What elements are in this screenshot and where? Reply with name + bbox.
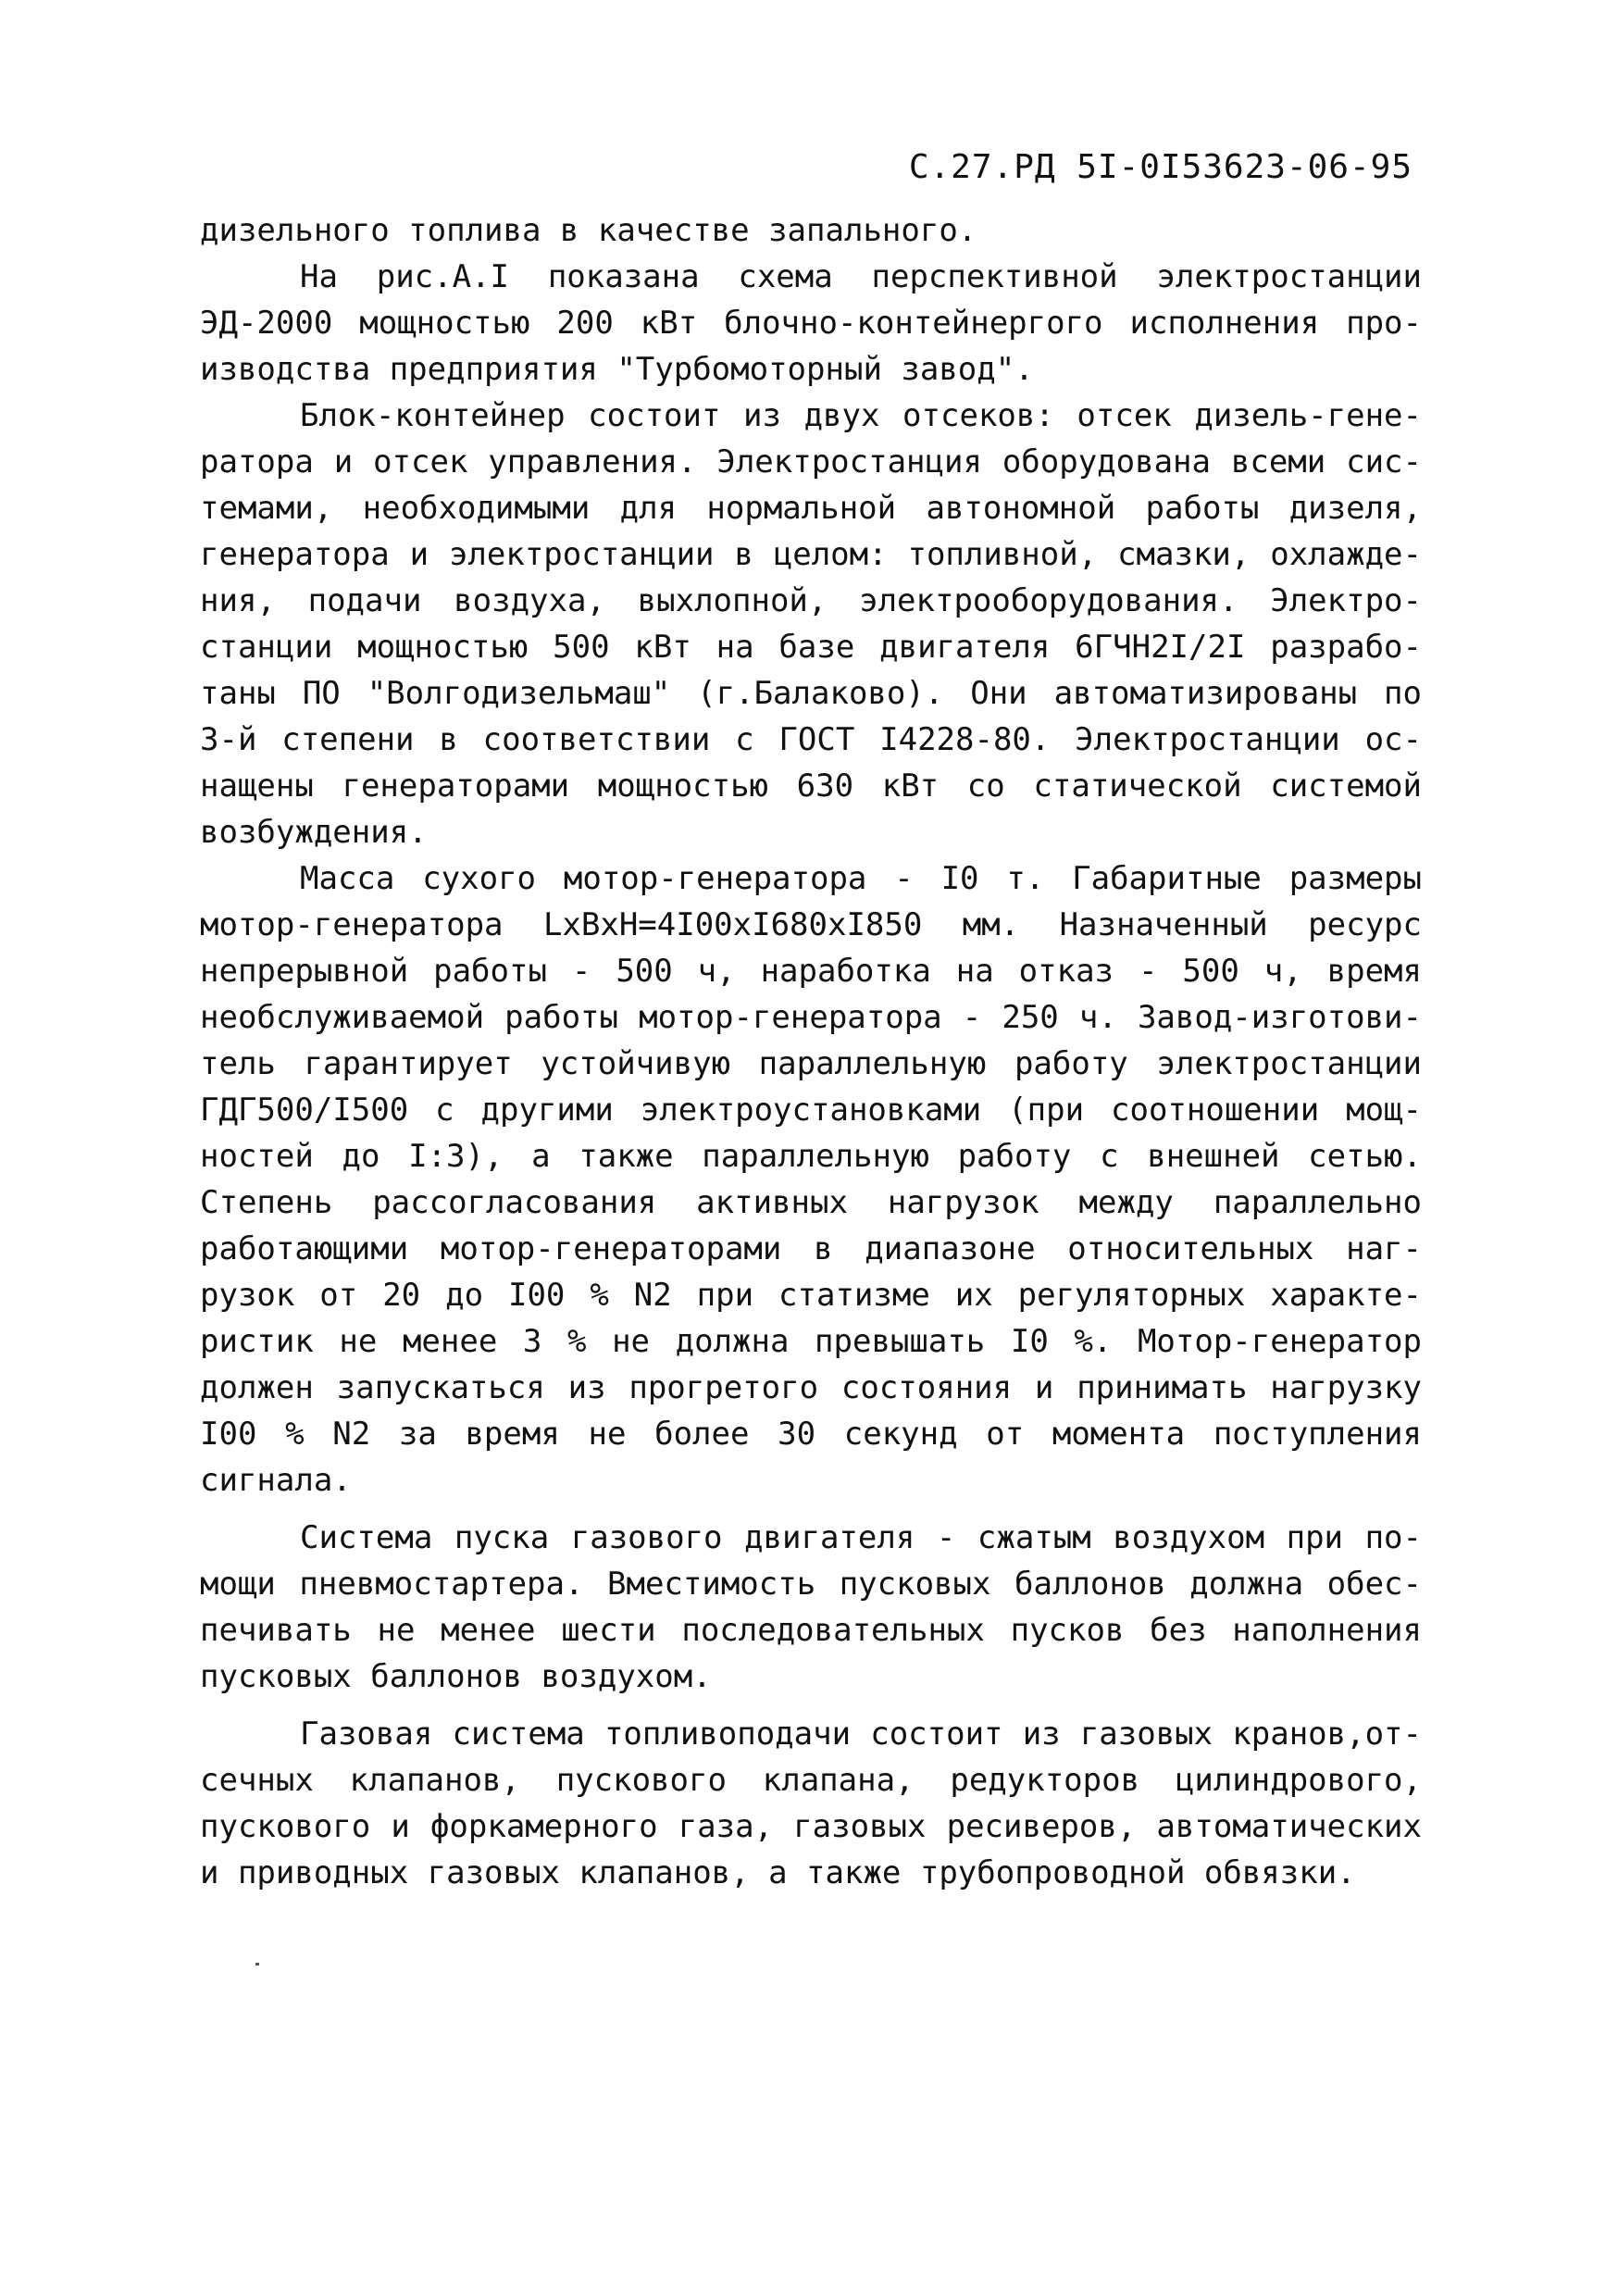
text-line: сигнала. [200,1462,352,1499]
paragraph-gap [200,1504,1422,1515]
text-line: таны ПО "Волгодизельмаш" (г.Балаково). Они автоматизированы по [200,675,1422,712]
text-line: Блок-контейнер состоит из двух отсеков: отсек дизель-гене- [300,397,1422,434]
text-line: печивать не менее шести последовательных пусков без наполнения [200,1612,1422,1649]
text-line: дизельного топлива в качестве запального. [200,212,977,249]
text-line: пускового и форкамерного газа, газовых ресиверов, автоматических [200,1808,1422,1845]
text-line: нащены генераторами мощностью 630 кВт со статической системой [200,767,1422,805]
text-line: ностей до I:3), а также параллельную работу с внешней сетью. [200,1138,1422,1175]
text-line: работающими мотор-генераторами в диапазоне относительных наг- [200,1230,1422,1267]
text-line: тель гарантирует устойчивую параллельную работу электростанции [200,1045,1422,1082]
text-line: ГДГ500/I500 с другими электроустановками (при соотношении мощ- [200,1092,1422,1129]
text-line: непрерывной работы - 500 ч, наработка на отказ - 500 ч, время [200,953,1422,990]
text-line: Система пуска газового двигателя - сжатым воздухом при по- [300,1519,1422,1556]
text-line: должен запускаться из прогретого состояния и принимать нагрузку [200,1369,1422,1406]
text-line: На рис.А.I показана схема перспективной электростанции [300,258,1422,295]
text-line: I00 % N2 за время не более 30 секунд от момента поступления [200,1416,1422,1453]
text-line: возбуждения. [200,814,428,851]
paragraph-6 [200,1711,1422,1896]
text-line: мотор-генератора LxBxH=4I00xI680xI850 мм. Назначенный ресурс [200,906,1422,943]
text-line: Масса сухого мотор-генератора - I0 т. Габаритные размеры [300,860,1422,897]
text-line: рузок от 20 до I00 % N2 при статизме их регуляторных характе- [200,1277,1422,1314]
text-line: и приводных газовых клапанов, а также трубопроводной обвязки. [200,1854,1356,1891]
text-line: мощи пневмостартера. Вместимость пусковых баллонов должна обес- [200,1566,1422,1603]
scan-speck [255,1963,259,1965]
text-line: станции мощностью 500 кВт на базе двигателя 6ГЧН2I/2I разрабо- [200,629,1422,666]
text-line: изводства предприятия "Турбомоторный завод". [200,351,1034,388]
paragraph-1 [200,207,1422,254]
document-body [200,207,1422,1896]
paragraph-4 [200,855,1422,1504]
paragraph-3 [200,393,1422,855]
text-line: Степень рассогласования активных нагрузок между параллельно [200,1184,1422,1221]
text-line: 3-й степени в соответствии с ГОСТ I4228-80. Электростанции ос- [200,721,1422,758]
text-line: ратора и отсек управления. Электростанция оборудована всеми сис- [200,443,1422,480]
text-line: генератора и электростанции в целом: топливной, смазки, охлажде- [200,536,1422,573]
page-header-reference: С.27.РД 5I-0I53623-06-95 [908,148,1413,186]
text-line: ристик не менее 3 % не должна превышать I0 %. Мотор-генератор [200,1323,1422,1360]
paragraph-5 [200,1515,1422,1700]
text-line: необслуживаемой работы мотор-генератора - 250 ч. Завод-изготови- [200,999,1422,1036]
text-line: ЭД-2000 мощностью 200 кВт блочно-контейнергого исполнения про- [200,305,1422,342]
text-line: Газовая система топливоподачи состоит из газовых кранов,от- [300,1716,1422,1753]
text-line: пусковых баллонов воздухом. [200,1658,712,1695]
paragraph-gap [200,1700,1422,1711]
text-line: темами, необходимыми для нормальной автономной работы дизеля, [200,490,1422,527]
text-line: сечных клапанов, пускового клапана, редукторов цилиндрового, [200,1762,1422,1799]
paragraph-2 [200,254,1422,393]
text-line: ния, подачи воздуха, выхлопной, электрооборудования. Электро- [200,582,1422,619]
